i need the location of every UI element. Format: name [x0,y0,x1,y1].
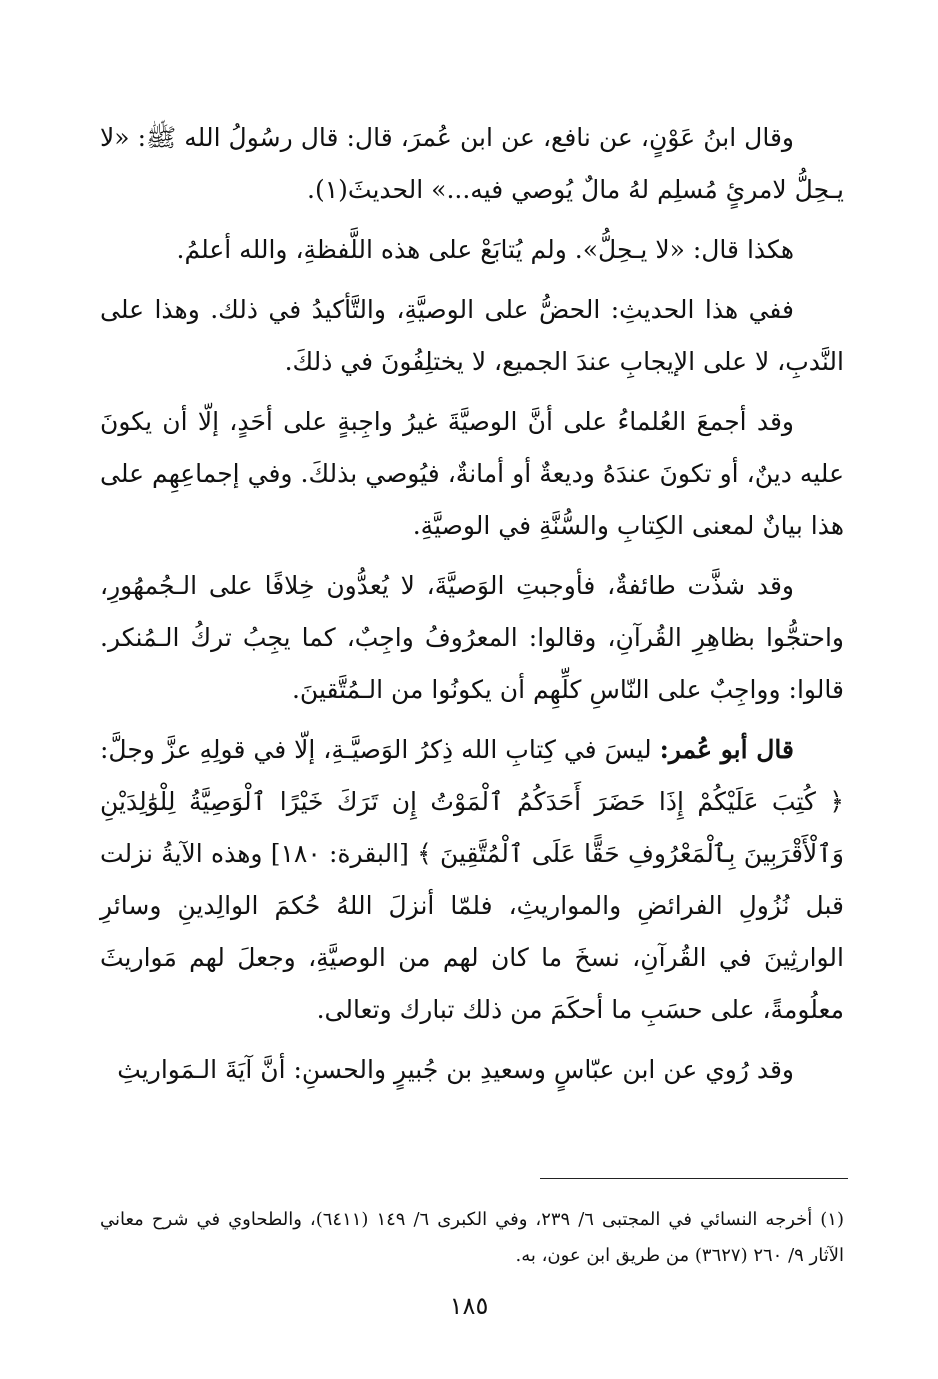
paragraph-2: هكذا قال: «لا يـحِلُّ». ولم يُتابَعْ على هذه اللَّفظةِ، والله أعلمُ. [176,235,794,264]
footnote: (١) أخرجه النسائي في المجتبى ٦/ ٢٣٩، وفي الكبرى ٦/ ١٤٩ (٦٤١١)، والطحاوي في شرح معاني الآثار ٩/ ٢٦٠ (٣٦٢٧) من طريق ابن عون، به. [100,1209,844,1266]
speaker-label: قال أبو عُمر: [659,735,794,764]
paragraph-4: وقد أجمعَ العُلماءُ على أنَّ الوصيَّةَ غيرُ واجِبةٍ على أحَدٍ، إلّا أن يكونَ عليه دينٌ، أو تكونَ عندَهُ وديعةٌ أو أمانةٌ، فيُوصي بذلكَ. وفي إجماعِهِم على هذا بيانٌ لمعنى الكِتابِ والسُّنَّةِ في الوصيَّةِ. [100,407,844,540]
page-number: ١٨٥ [449,1292,489,1320]
paragraph-6-body: ليسَ في كِتابِ الله ذِكرُ الوَصيَّـةِ، إلّا في قولِهِ عزَّ وجلَّ: ﴿ كُتِبَ عَلَيْكُمْ إِذَا حَضَرَ أَحَدَكُمُ ٱلْمَوْتُ إِن تَرَكَ خَيْرًا ٱلْوَصِيَّةُ لِلْوَٰلِدَيْنِ وَٱلْأَقْرَبِينَ بِٱلْمَعْرُوفِ حَقًّا عَلَى ٱلْمُتَّقِينَ ﴾ [البقرة: ١٨٠] وهذه الآيةُ نزلت قبل نُزُولِ الفرائضِ والمواريثِ، فلمّا أنزلَ اللهُ حُكمَ الوالِدينِ وسائرِ الوارثِينَ في القُرآنِ، نسخَ ما كان لهم من الوصيَّةِ، وجعلَ لهم مَواريثَ معلُومةً، على حسَبِ ما أحكَمَ من ذلك تبارك وتعالى. [100,735,844,1024]
paragraph-1: وقال ابنُ عَوْنٍ، عن نافع، عن ابن عُمرَ، قال: قال رسُولُ الله ﷺ: «لا يـحِلُّ لامرئٍ مُسلِم لهُ مالٌ يُوصي فيه...» الحديثَ(١). [100,123,844,204]
paragraph-7: وقد رُوي عن ابن عبّاسٍ وسعيدِ بن جُبيرٍ والحسنِ: أنَّ آيَةَ الـمَواريثِ [117,1055,794,1084]
paragraph-6 [100,724,844,1036]
main-text [100,112,844,1104]
footnote-separator [540,1178,848,1179]
paragraph-5: وقد شذَّت طائفةٌ، فأوجبتِ الوَصيَّةَ، لا يُعدُّون خِلافًا على الـجُمهُورِ، واحتجُّوا بظاهِرِ القُرآنِ، وقالوا: المعرُوفُ واجِبٌ، كما يجِبُ تركُ الـمُنكر. قالوا: وواجِبٌ على النّاسِ كلِّهِم أن يكونُوا من الـمُتَّقينَ. [100,571,844,704]
paragraph-3: ففي هذا الحديثِ: الحضُّ على الوصيَّةِ، والتَّأكيدُ في ذلك. وهذا على النَّدبِ، لا على الإيجابِ عندَ الجميع، لا يختلِفُونَ في ذلكَ. [100,295,844,376]
